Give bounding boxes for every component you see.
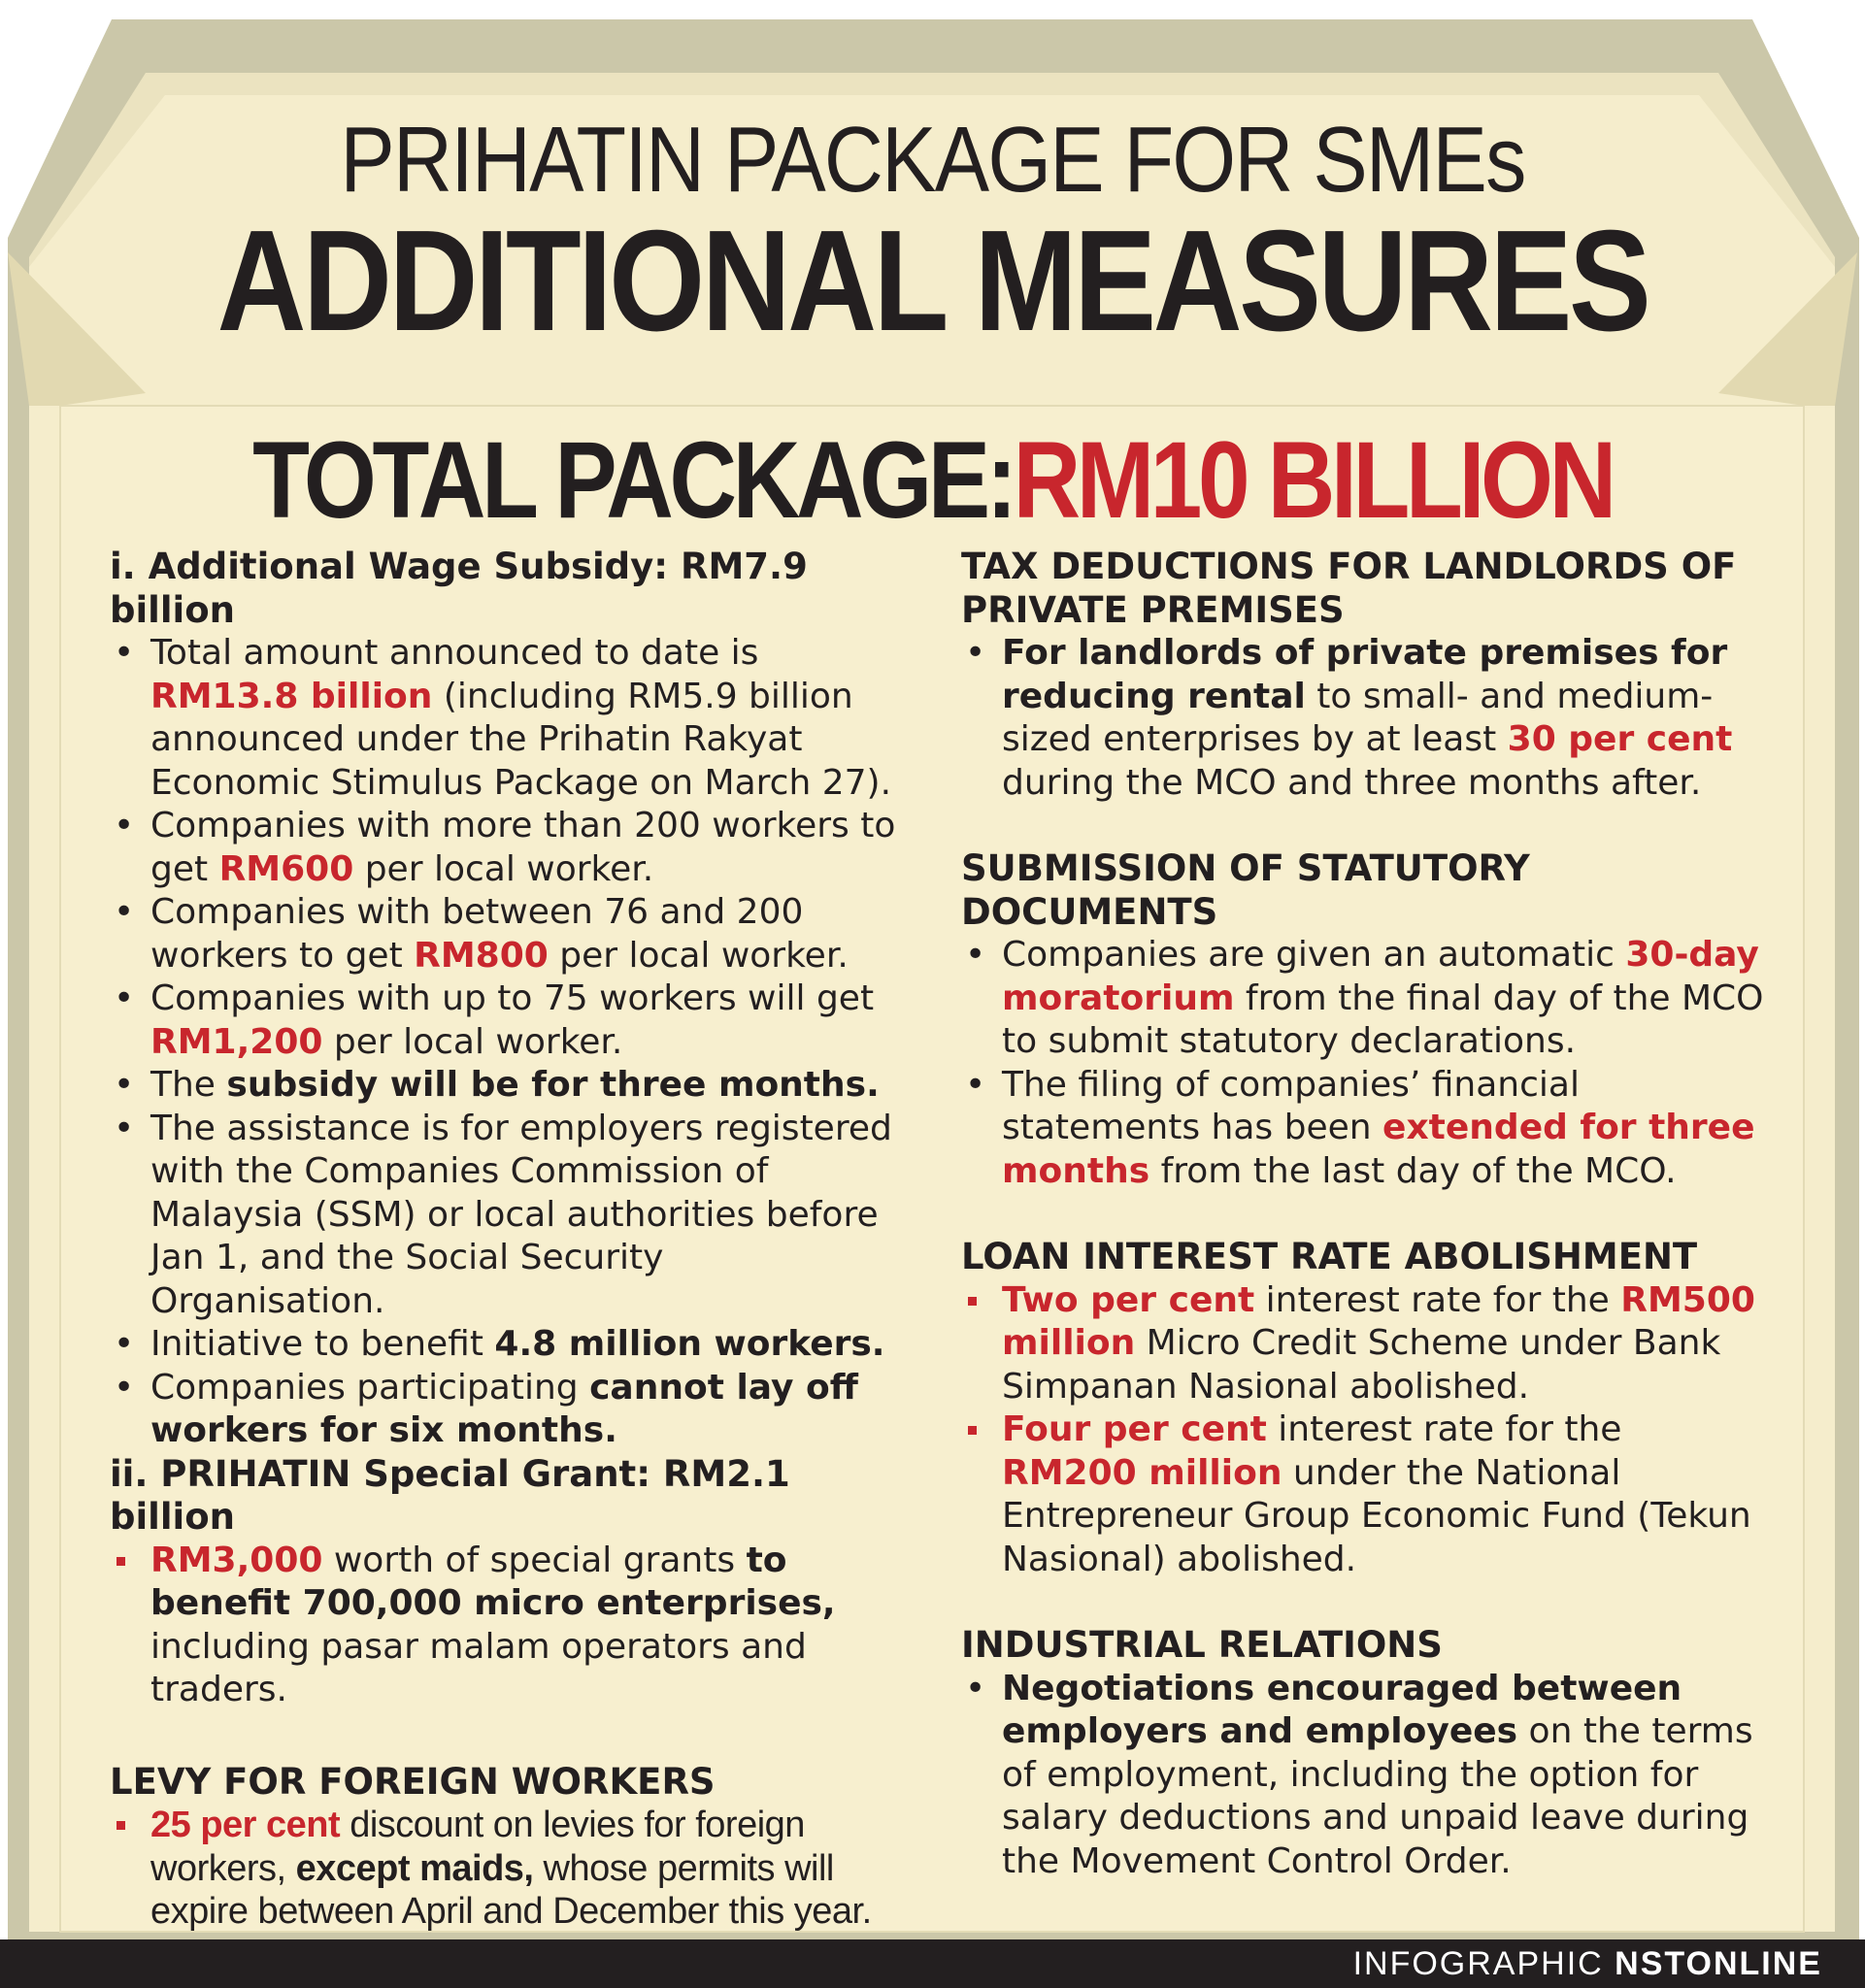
- item-text: interest rate for the: [1266, 1409, 1622, 1449]
- list-item: [110, 1108, 906, 1324]
- bullet-dot-icon: •: [114, 633, 135, 673]
- item-text: per local worker.: [322, 1021, 623, 1062]
- item-text: interest rate for the: [1254, 1279, 1621, 1320]
- item-highlight: 30-day moratorium: [1002, 935, 1759, 1018]
- item-highlight: RM3,000: [150, 1540, 323, 1580]
- item-text: Companies with between 76 and 200 workers to get: [150, 892, 804, 976]
- item-text: on the terms of employment, including the option for salary deductions and unpaid leave during the Movement Control Order.: [1002, 1711, 1753, 1881]
- item-bold: cannot lay off workers for six months.: [150, 1367, 858, 1450]
- item-highlight: Four per cent: [1002, 1409, 1267, 1449]
- bullet-dot-icon: •: [114, 1324, 135, 1364]
- bullet-dot-icon: •: [114, 892, 135, 932]
- item-text: Total amount announced to date is: [150, 633, 759, 673]
- total-package-heading: [130, 417, 1734, 543]
- item-highlight: RM1,200: [150, 1021, 323, 1062]
- item-highlight: 30 per cent: [1507, 719, 1733, 759]
- total-amount: RM10 BILLION: [1013, 419, 1613, 541]
- right-column: [961, 546, 1767, 1883]
- item-text: The assistance is for employers registered with the Companies Commission of Malaysia (SSM) or local authorities before Jan 1, and the Social Security Organisation.: [150, 1108, 892, 1321]
- list-item: [110, 977, 906, 1064]
- item-highlight: RM800: [414, 935, 549, 976]
- list-item: [110, 1540, 906, 1712]
- wage-subsidy-list: [110, 632, 906, 1453]
- item-text: from the last day of the MCO.: [1149, 1150, 1677, 1191]
- bullet-dot-icon: •: [114, 1065, 135, 1105]
- item-text: Micro Credit Scheme under Bank Simpanan Nasional abolished.: [1002, 1323, 1721, 1407]
- item-text: worth of special grants: [322, 1540, 747, 1580]
- bullet-square-icon: [117, 1557, 125, 1566]
- list-item: [961, 632, 1767, 805]
- item-bold: to benefit 700,000 micro enterprises,: [150, 1540, 836, 1623]
- bullet-dot-icon: •: [114, 1367, 135, 1408]
- industrial-relations-list: [961, 1668, 1767, 1884]
- bullet-dot-icon: •: [965, 935, 986, 975]
- item-text: The: [150, 1065, 227, 1105]
- item-bold: 4.8 million workers.: [494, 1324, 885, 1364]
- levy-list: [110, 1804, 906, 1934]
- total-label: TOTAL PACKAGE:: [252, 419, 1014, 541]
- item-highlight: RM200 million: [1002, 1452, 1282, 1493]
- footer-prefix: INFOGRAPHIC: [1352, 1945, 1615, 1982]
- bullet-square-icon: [117, 1821, 125, 1830]
- item-text: from the final day of the MCO to submit statutory declarations.: [1002, 977, 1764, 1061]
- item-bold: Negotiations encouraged between employers and employees: [1002, 1668, 1682, 1751]
- item-text: to small- and medium-sized enterprises by at least: [1002, 676, 1714, 759]
- item-text: Initiative to benefit: [150, 1324, 495, 1364]
- title-line-2: ADDITIONAL MEASURES: [216, 201, 1649, 361]
- list-item: [961, 1064, 1767, 1194]
- item-text: Companies are given an automatic: [1002, 935, 1626, 975]
- list-item: [110, 1064, 906, 1108]
- item-highlight: RM600: [218, 848, 354, 889]
- item-bold: For landlords of private premises for reducing rental: [1002, 633, 1728, 716]
- list-item: [110, 1323, 906, 1367]
- list-item: [110, 1367, 906, 1453]
- item-highlight: RM13.8 billion: [150, 676, 433, 716]
- item-text: under the National Entrepreneur Group Economic Fund (Tekun Nasional) abolished.: [1002, 1452, 1751, 1579]
- item-text: The filing of companies’ financial statements has been: [1002, 1064, 1580, 1147]
- list-item: [961, 934, 1767, 1064]
- list-item: [110, 632, 906, 805]
- levy-title: LEVY FOR FOREIGN WORKERS: [110, 1760, 716, 1803]
- statutory-documents-list: [961, 934, 1767, 1193]
- list-item: [110, 891, 906, 977]
- bullet-dot-icon: •: [965, 1064, 986, 1105]
- item-text: (including RM5.9 billion announced under the Prihatin Rakyat Economic Stimulus Package on March 27).: [150, 676, 892, 803]
- list-item: [961, 1279, 1767, 1409]
- bullet-dot-icon: •: [114, 806, 135, 845]
- item-text: Companies with more than 200 workers to get: [150, 806, 896, 889]
- special-grant-title: ii. PRIHATIN Special Grant: RM2.1 billion: [110, 1452, 790, 1538]
- list-item: [961, 1408, 1767, 1581]
- loan-interest-list: [961, 1279, 1767, 1582]
- item-text: whose permits will expire between April and December this year.: [150, 1847, 872, 1932]
- item-highlight: Two per cent: [1002, 1279, 1255, 1320]
- bullet-dot-icon: •: [114, 1108, 135, 1148]
- list-item: [110, 1804, 906, 1934]
- title-line-1: PRIHATIN PACKAGE FOR SMEs: [340, 108, 1525, 212]
- item-bold: subsidy will be for three months.: [226, 1065, 880, 1105]
- wage-subsidy-title: i. Additional Wage Subsidy: RM7.9 billion: [110, 546, 808, 631]
- item-text: Companies with up to 75 workers will get: [150, 978, 875, 1018]
- special-grant-list: [110, 1540, 906, 1712]
- tax-deductions-title: TAX DEDUCTIONS FOR LANDLORDS OF PRIVATE PREMISES: [961, 546, 1737, 631]
- list-item: [110, 805, 906, 891]
- item-highlight: extended for three months: [1002, 1108, 1755, 1191]
- statutory-documents-title: SUBMISSION OF STATUTORY DOCUMENTS: [961, 847, 1530, 933]
- bullet-square-icon: [968, 1297, 977, 1306]
- item-text: including pasar malam operators and traders.: [150, 1626, 807, 1709]
- list-item: [961, 1668, 1767, 1884]
- bullet-dot-icon: •: [114, 978, 135, 1018]
- left-column: [110, 546, 906, 1934]
- item-text: per local worker.: [548, 935, 849, 976]
- footer-brand: NSTONLINE: [1615, 1945, 1822, 1982]
- bullet-dot-icon: •: [965, 1668, 986, 1708]
- item-text: discount on levies for foreign workers,: [150, 1805, 805, 1889]
- item-text: Companies participating: [150, 1367, 590, 1408]
- item-highlight: RM500 million: [1002, 1279, 1755, 1363]
- item-text: per local worker.: [353, 848, 654, 889]
- industrial-relations-title: INDUSTRIAL RELATIONS: [961, 1624, 1443, 1666]
- tax-deductions-list: [961, 632, 1767, 805]
- footer-credit: [1353, 1939, 1822, 1988]
- loan-interest-title: LOAN INTEREST RATE ABOLISHMENT: [961, 1236, 1698, 1277]
- bullet-dot-icon: •: [965, 633, 986, 673]
- item-highlight: 25 per cent: [150, 1805, 341, 1845]
- bullet-square-icon: [968, 1426, 977, 1435]
- item-bold: except maids,: [295, 1847, 534, 1889]
- item-text: during the MCO and three months after.: [1002, 762, 1702, 803]
